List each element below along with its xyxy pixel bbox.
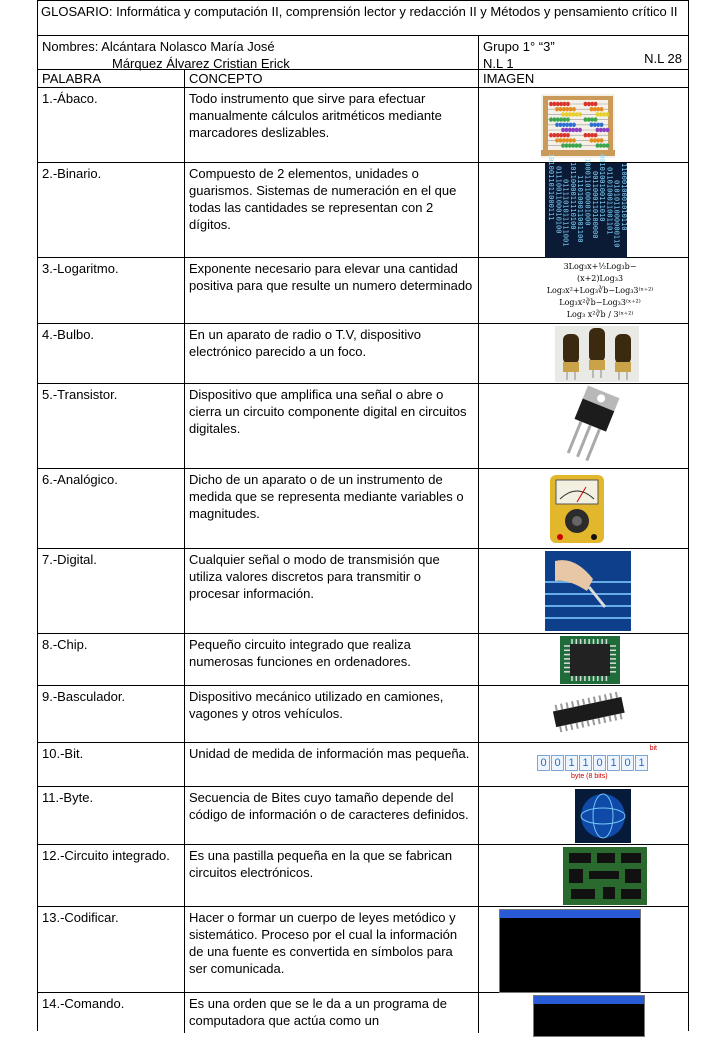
entry-row bbox=[38, 324, 688, 384]
terminal-image bbox=[533, 995, 645, 1037]
entry-concept: Hacer o formar un cuerpo de leyes metódico y sistemático. Proceso por el cual la información de una fuente es convertida en símbolos para ser comunicada. bbox=[189, 910, 458, 976]
chip-image bbox=[560, 636, 620, 684]
command-window-image bbox=[499, 909, 641, 993]
vacuum-tubes-image bbox=[555, 326, 639, 382]
column-word: PALABRA bbox=[38, 70, 185, 87]
entry-row bbox=[38, 993, 688, 1033]
entry-word: 4.-Bulbo. bbox=[42, 327, 95, 342]
entry-concept: Pequeño circuito integrado que realiza numerosas funciones en ordenadores. bbox=[189, 637, 411, 669]
student-name-2: Márquez Álvarez Cristian Erick bbox=[112, 56, 290, 71]
entry-word: 7.-Digital. bbox=[42, 552, 97, 567]
entry-row bbox=[38, 88, 688, 163]
transistor-image bbox=[559, 386, 629, 466]
entry-word: 6.-Analógico. bbox=[42, 472, 118, 487]
entry-concept: Secuencia de Bites cuyo tamaño depende del código de información o de caracteres definidos. bbox=[189, 790, 469, 822]
dip-chip-image bbox=[548, 690, 630, 736]
entry-word: 14.-Comando. bbox=[42, 996, 125, 1011]
bit-label: bit bbox=[649, 745, 657, 752]
names-cell bbox=[38, 36, 479, 69]
analog-multimeter-image bbox=[548, 473, 606, 545]
entry-word: 3.-Logaritmo. bbox=[42, 261, 119, 276]
entry-row bbox=[38, 634, 688, 686]
entry-word: 9.-Basculador. bbox=[42, 689, 126, 704]
formula-line: 3Log₃x+½Log₃b−(x+2)Log₃3 bbox=[563, 262, 637, 283]
group-label: Grupo 1° “3” bbox=[483, 39, 555, 54]
entry-concept: Es una orden que se le da a un programa de computadora que actúa como un bbox=[189, 996, 448, 1028]
entry-word: 1.-Ábaco. bbox=[42, 91, 98, 106]
title-row bbox=[38, 1, 688, 36]
formula-line: Log₃x²∛b−Log₃3⁽ˣ⁺²⁾ bbox=[559, 298, 641, 307]
bit-cell: 1 bbox=[607, 755, 620, 771]
bit-cell: 0 bbox=[593, 755, 606, 771]
entry-row bbox=[38, 469, 688, 549]
entry-word: 13.-Codificar. bbox=[42, 910, 119, 925]
entry-row bbox=[38, 845, 688, 907]
bit-strip bbox=[537, 755, 648, 771]
abacus-image bbox=[541, 94, 615, 158]
list-number-1: N.L 1 bbox=[483, 56, 514, 71]
entry-row bbox=[38, 907, 688, 993]
byte-label: byte (8 bits) bbox=[571, 773, 608, 780]
entry-concept: Todo instrumento que sirve para efectuar manualmente cálculos aritméticos mediante marcadores deslizables. bbox=[189, 91, 442, 140]
entry-row bbox=[38, 787, 688, 845]
entry-row bbox=[38, 549, 688, 634]
entry-row bbox=[38, 686, 688, 743]
entry-concept: Dispositivo mecánico utilizado en camiones, vagones y otros vehículos. bbox=[189, 689, 444, 721]
column-image: IMAGEN bbox=[483, 71, 535, 86]
list-number-2: N.L 28 bbox=[644, 51, 682, 66]
entry-row bbox=[38, 743, 688, 787]
bit-cell: 0 bbox=[537, 755, 550, 771]
bit-cell: 1 bbox=[565, 755, 578, 771]
glossary-table bbox=[37, 0, 689, 1031]
entry-word: 10.-Bit. bbox=[42, 746, 84, 761]
binary-matrix-image: 1010011011000111 0111001100010100 0111101011111001 1011000011110100 1110100011001100 1000110100001000 0011000110100000 0010100100111010 0110100011001101 0101011000000110 1100010001010110 bbox=[545, 163, 627, 258]
entry-word: 5.-Transistor. bbox=[42, 387, 118, 402]
bit-cell: 1 bbox=[579, 755, 592, 771]
digital-hand-image bbox=[545, 551, 631, 631]
group-cell bbox=[479, 36, 688, 69]
column-header-row bbox=[38, 70, 688, 88]
logarithm-formula-image bbox=[545, 261, 655, 323]
document-title: GLOSARIO: Informática y computación II, comprensión lector y redacción II y Métodos y pensamiento crítico II bbox=[41, 4, 678, 19]
bit-cell: 0 bbox=[551, 755, 564, 771]
entry-word: 11.-Byte. bbox=[42, 790, 94, 805]
entry-concept: Compuesto de 2 elementos, unidades o guarismos. Sistemas de numeración en el que todas las cantidades se representan con 2 dígitos. bbox=[189, 166, 457, 232]
column-concept: CONCEPTO bbox=[185, 70, 479, 87]
entry-concept: Es una pastilla pequeña en la que se fabrican circuitos electrónicos. bbox=[189, 848, 453, 880]
names-row bbox=[38, 36, 688, 70]
entry-concept: Exponente necesario para elevar una cantidad positiva para que resulte un numero determinado bbox=[189, 261, 473, 293]
entry-row bbox=[38, 153, 688, 258]
entry-concept: Cualquier señal o modo de transmisión que utiliza valores discretos para transmitir o procesar información. bbox=[189, 552, 440, 601]
entry-concept: Dicho de un aparato o de un instrumento de medida que se representa mediante variables o magnitudes. bbox=[189, 472, 464, 521]
binary-globe-image bbox=[575, 789, 631, 843]
entry-row bbox=[38, 384, 688, 469]
entry-concept: En un aparato de radio o T.V, dispositivo electrónico parecido a un foco. bbox=[189, 327, 421, 359]
entry-concept: Dispositivo que amplifica una señal o abre o cierra un circuito componente digital en circuitos digitales. bbox=[189, 387, 467, 436]
entry-concept: Unidad de medida de información mas pequeña. bbox=[189, 746, 470, 761]
formula-line: Log₃x²+Log₃∛b−Log₃3⁽ˣ⁺²⁾ bbox=[546, 286, 654, 295]
bit-cell: 1 bbox=[635, 755, 648, 771]
entry-word: 2.-Binario. bbox=[42, 166, 102, 181]
bit-cell: 0 bbox=[621, 755, 634, 771]
student-name-1: Nombres: Alcántara Nolasco María José bbox=[42, 39, 275, 54]
formula-line: Log₃ x²∛b / 3⁽ˣ⁺²⁾ bbox=[566, 310, 634, 319]
entry-word: 8.-Chip. bbox=[42, 637, 88, 652]
entry-row bbox=[38, 258, 688, 324]
entry-word: 12.-Circuito integrado. bbox=[42, 848, 170, 863]
circuit-board-image bbox=[563, 847, 647, 905]
bit-diagram-image bbox=[537, 745, 661, 785]
